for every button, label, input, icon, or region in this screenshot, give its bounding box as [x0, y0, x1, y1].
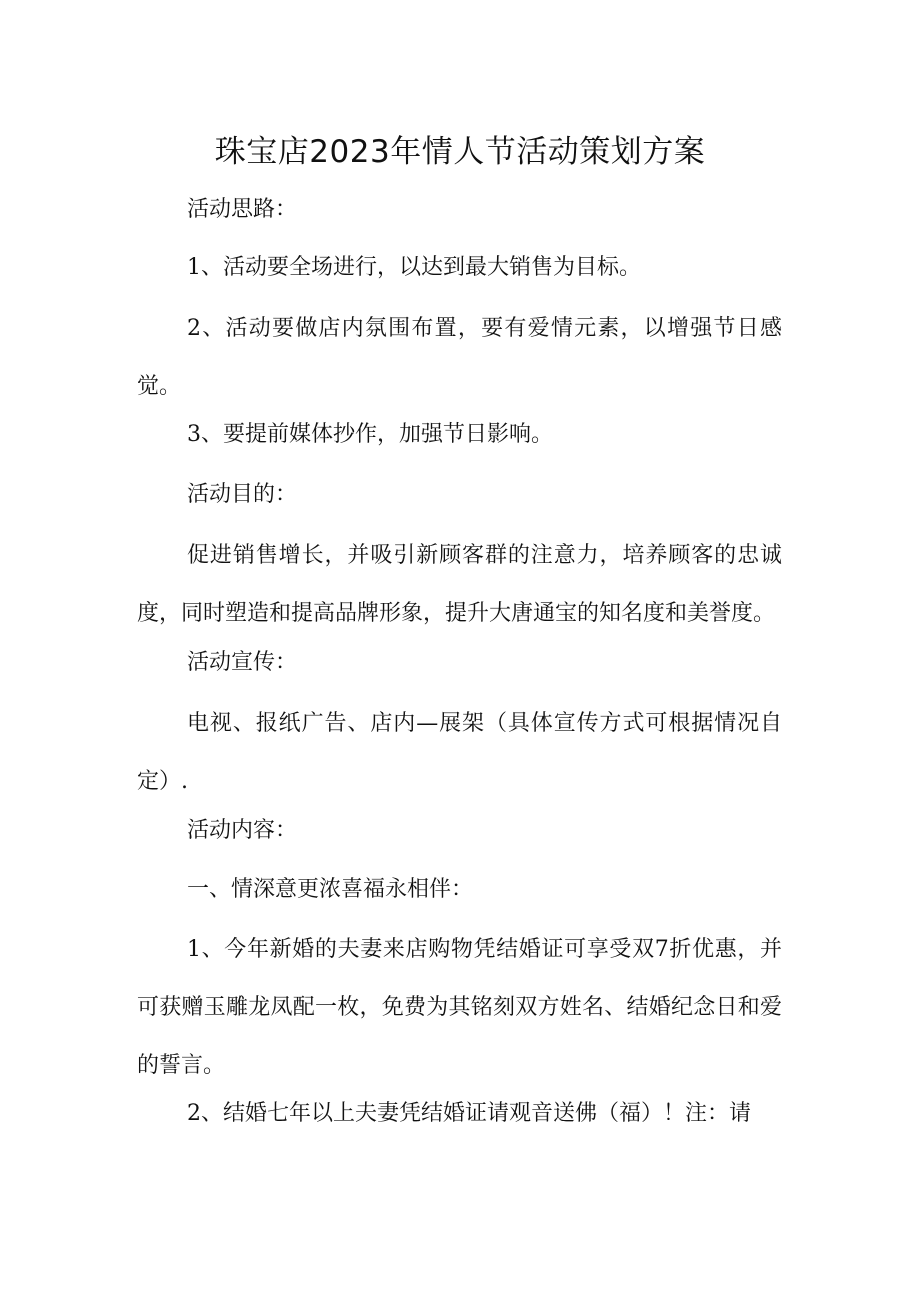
section-heading-purpose: 活动目的：: [187, 482, 298, 507]
subheading-content-1: 一、情深意更浓喜福永相伴：: [187, 877, 474, 902]
paragraph-idea-1: 1、活动要全场进行，以达到最大销售为目标。: [187, 255, 641, 280]
paragraph-idea-2: 2、活动要做店内氛围布置，要有爱情元素，以增强节日感觉。: [137, 316, 782, 399]
paragraph-purpose: 促进销售增长，并吸引新顾客群的注意力，培养顾客的忠诚度，同时塑造和提高品牌形象，提升大唐通宝的知名度和美誉度。: [137, 543, 782, 626]
paragraph-promotion: 电视、报纸广告、店内—展架（具体宣传方式可根据情况自定）.: [137, 711, 782, 794]
section-heading-ideas: 活动思路：: [187, 197, 298, 222]
paragraph-content-item-1: 1、今年新婚的夫妻来店购物凭结婚证可享受双7折优惠，并可获赠玉雕龙凤配一枚，免费为其铭刻双方姓名、结婚纪念日和爱的誓言。: [137, 937, 782, 1078]
paragraph-idea-3: 3、要提前媒体抄作，加强节日影响。: [187, 422, 553, 447]
paragraph-content-item-2: 2、结婚七年以上夫妻凭结婚证请观音送佛（福）！注：请: [187, 1101, 751, 1126]
section-heading-promotion: 活动宣传：: [187, 650, 298, 675]
document-title: 珠宝店2023年情人节活动策划方案: [214, 134, 706, 170]
section-heading-content: 活动内容：: [187, 818, 298, 843]
